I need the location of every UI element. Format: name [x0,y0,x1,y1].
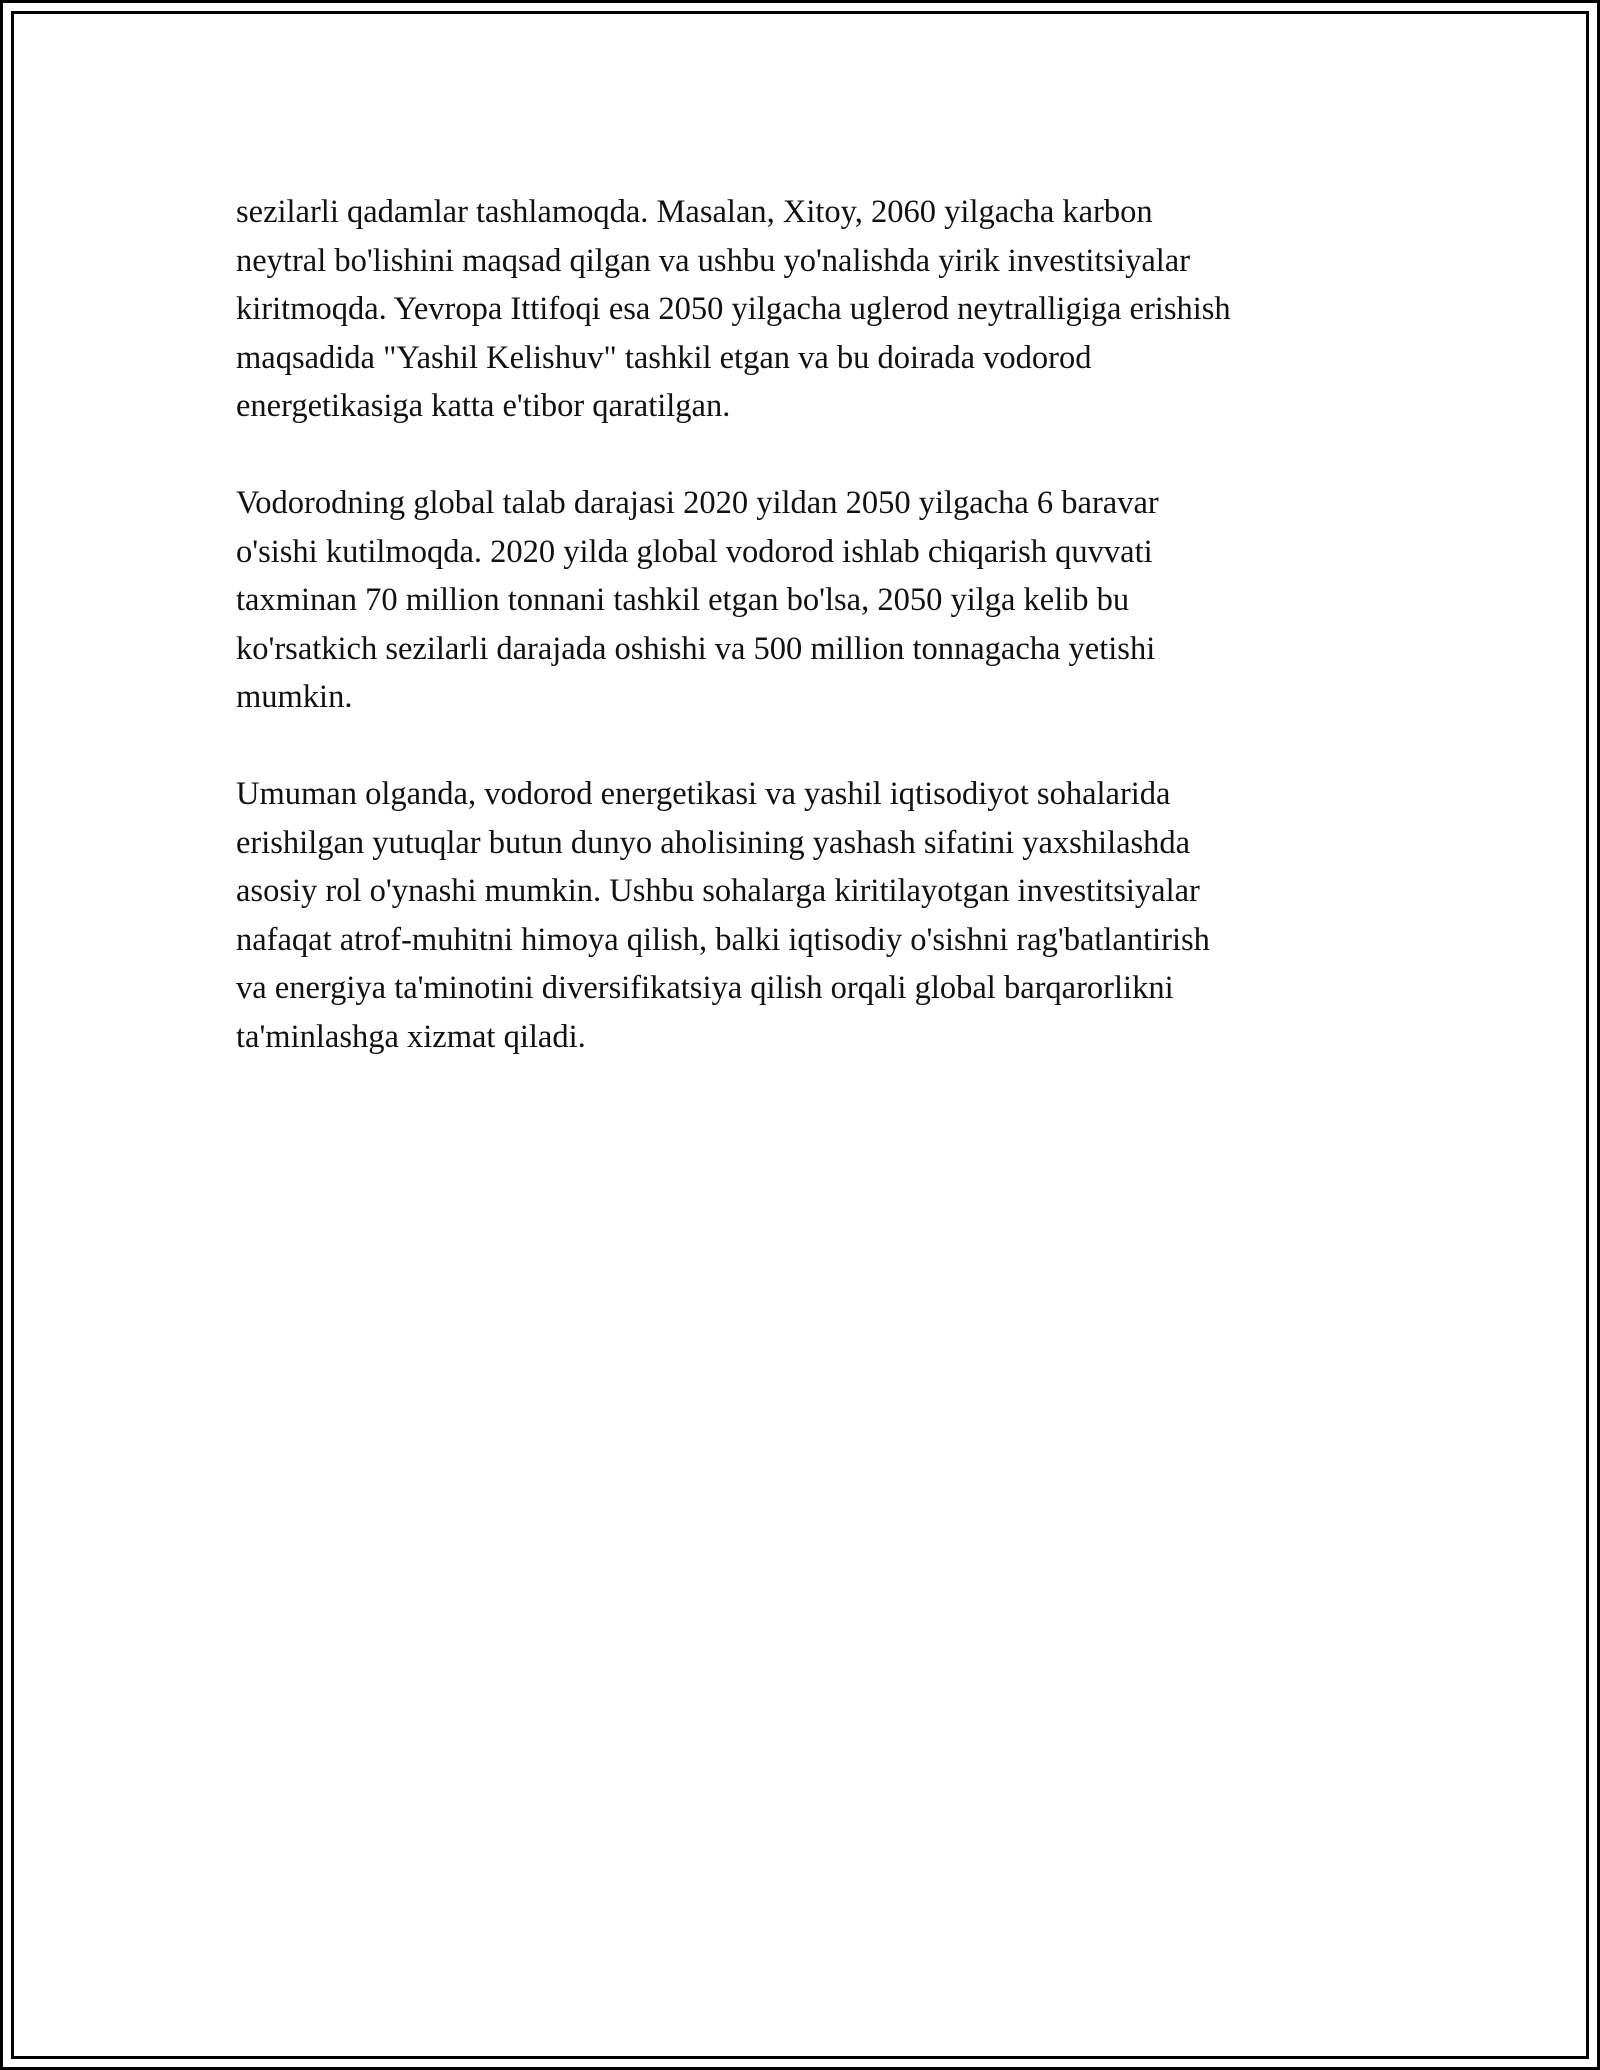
paragraph-1 [236,188,1386,431]
paragraph-line: taxminan 70 million tonnani tashkil etgan bo'lsa, 2050 yilga kelib bu [236,582,1130,618]
paragraph-line: sezilarli qadamlar tashlamoqda. Masalan, Xitoy, 2060 yilgacha karbon [236,194,1153,230]
paragraph-line: asosiy rol o'ynashi mumkin. Ushbu sohalarga kiritilayotgan investitsiyalar [236,873,1200,909]
document-body [236,188,1386,1061]
paragraph-line: nafaqat atrof-muhitni himoya qilish, balki iqtisodiy o'sishni rag'batlantirish [236,921,1210,958]
paragraph-spacer [236,722,1386,771]
paragraph-2 [236,479,1386,722]
paragraph-line: mumkin. [236,679,353,715]
paragraph-line: kiritmoqda. Yevropa Ittifoqi esa 2050 yilgacha uglerod neytralligiga erishish [236,291,1231,327]
paragraph-3 [236,770,1386,1061]
paragraph-line: ko'rsatkich sezilarli darajada oshishi va 500 million tonnagacha yetishi [236,630,1156,667]
paragraph-line: erishilgan yutuqlar butun dunyo aholisining yashash sifatini yaxshilashda [236,824,1191,861]
paragraph-line: va energiya ta'minotini diversifikatsiya qilish orqali global barqarorlikni [236,970,1174,1006]
paragraph-line: Umuman olganda, vodorod energetikasi va yashil iqtisodiyot sohalarida [236,776,1171,812]
paragraph-line: ta'minlashga xizmat qiladi. [236,1018,586,1055]
paragraph-line: Vodorodning global talab darajasi 2020 yildan 2050 yilgacha 6 baravar [236,485,1159,521]
paragraph-line: neytral bo'lishini maqsad qilgan va ushbu yo'nalishda yirik investitsiyalar [236,242,1191,279]
paragraph-line: maqsadida "Yashil Kelishuv" tashkil etgan va bu doirada vodorod [236,339,1092,376]
paragraph-spacer [236,431,1386,480]
paragraph-line: energetikasiga katta e'tibor qaratilgan. [236,388,731,424]
paragraph-line: o'sishi kutilmoqda. 2020 yilda global vodorod ishlab chiqarish quvvati [236,533,1153,570]
